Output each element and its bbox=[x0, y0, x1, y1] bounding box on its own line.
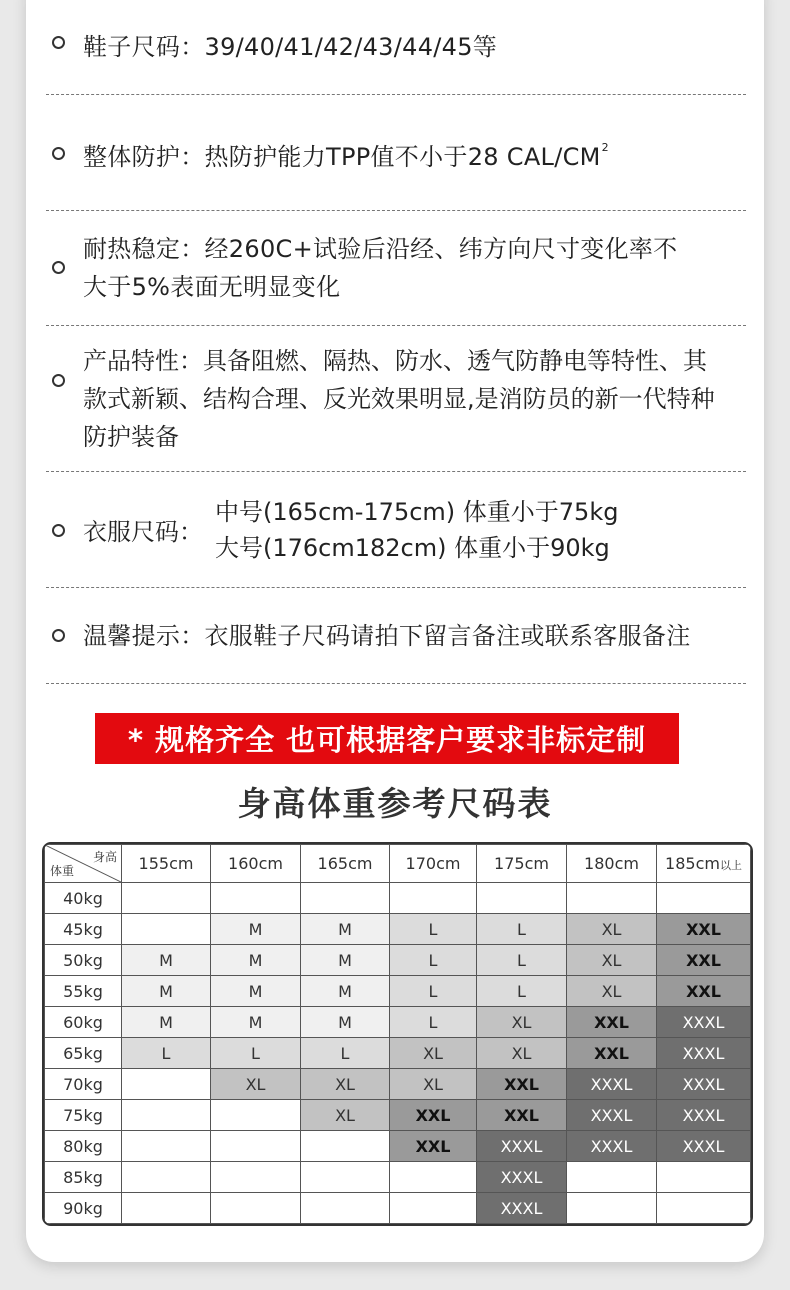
weight-label: 50kg bbox=[45, 945, 122, 976]
size-cell bbox=[567, 1193, 657, 1224]
size-cell: XXL bbox=[657, 976, 751, 1007]
custom-order-banner: * 规格齐全 也可根据客户要求非标定制 bbox=[95, 713, 679, 764]
size-cell bbox=[567, 1162, 657, 1193]
size-cell bbox=[301, 1131, 390, 1162]
size-cell bbox=[122, 1193, 211, 1224]
height-header bbox=[477, 845, 567, 883]
corner-height-label: 身高 bbox=[92, 850, 117, 864]
size-cell: L bbox=[301, 1038, 390, 1069]
size-cell bbox=[122, 1162, 211, 1193]
size-cell: M bbox=[301, 945, 390, 976]
spec-row-protection bbox=[46, 95, 746, 211]
size-cell: XXL bbox=[567, 1038, 657, 1069]
weight-label: 45kg bbox=[45, 914, 122, 945]
size-cell: XL bbox=[211, 1069, 301, 1100]
spec-row-heat bbox=[46, 211, 746, 326]
height-header bbox=[657, 845, 751, 883]
size-cell bbox=[122, 1069, 211, 1100]
weight-label: 90kg bbox=[45, 1193, 122, 1224]
size-cell bbox=[301, 1193, 390, 1224]
size-cell bbox=[211, 1193, 301, 1224]
size-cell: XL bbox=[390, 1038, 477, 1069]
size-cell: XL bbox=[301, 1100, 390, 1131]
size-cell: M bbox=[122, 976, 211, 1007]
size-cell: XXXL bbox=[657, 1038, 751, 1069]
size-cell: L bbox=[477, 914, 567, 945]
table-row bbox=[45, 1131, 751, 1162]
size-cell bbox=[390, 883, 477, 914]
table-row bbox=[45, 1100, 751, 1131]
size-cell: XXL bbox=[657, 914, 751, 945]
feature-line-1: 产品特性：具备阻燃、隔热、防水、透气防静电等特性、其 bbox=[83, 346, 707, 375]
size-cell: XXXL bbox=[657, 1069, 751, 1100]
size-cell: XXXL bbox=[657, 1100, 751, 1131]
size-cell: L bbox=[211, 1038, 301, 1069]
size-cell: L bbox=[390, 914, 477, 945]
spec-list bbox=[46, 0, 746, 684]
size-cell bbox=[122, 914, 211, 945]
spec-shoe-text: 鞋子尺码：39/40/41/42/43/44/45等 bbox=[83, 33, 498, 61]
size-cell bbox=[657, 1162, 751, 1193]
table-corner-cell bbox=[45, 845, 122, 883]
size-cell bbox=[122, 1100, 211, 1131]
height-label: 170cm bbox=[405, 854, 461, 873]
size-cell bbox=[657, 1193, 751, 1224]
weight-label: 85kg bbox=[45, 1162, 122, 1193]
heat-line-2: 大于5%表面无明显变化 bbox=[83, 273, 341, 301]
size-table-body bbox=[45, 883, 751, 1224]
size-cell: XL bbox=[301, 1069, 390, 1100]
size-cell: XXXL bbox=[567, 1100, 657, 1131]
size-cell: XXXL bbox=[477, 1193, 567, 1224]
heat-line-1: 耐热稳定：经260C+试验后沿经、纬方向尺寸变化率不 bbox=[83, 235, 678, 263]
table-row bbox=[45, 1038, 751, 1069]
size-cell: XXL bbox=[567, 1007, 657, 1038]
size-cell bbox=[301, 1162, 390, 1193]
weight-label: 75kg bbox=[45, 1100, 122, 1131]
size-cell: XXL bbox=[477, 1069, 567, 1100]
size-cell: XXL bbox=[390, 1131, 477, 1162]
height-header bbox=[211, 845, 301, 883]
spec-tip-text: 温馨提示：衣服鞋子尺码请拍下留言备注或联系客服备注 bbox=[83, 621, 691, 650]
weight-label: 55kg bbox=[45, 976, 122, 1007]
size-cell: M bbox=[211, 945, 301, 976]
size-cell bbox=[390, 1193, 477, 1224]
size-chart-table bbox=[42, 842, 753, 1226]
spec-row-feature bbox=[46, 326, 746, 472]
size-cell: XL bbox=[477, 1038, 567, 1069]
size-cell: M bbox=[211, 1007, 301, 1038]
size-cell: M bbox=[301, 976, 390, 1007]
size-cell: M bbox=[122, 945, 211, 976]
height-label: 165cm bbox=[317, 854, 373, 873]
height-header bbox=[390, 845, 477, 883]
size-cell bbox=[657, 883, 751, 914]
clothing-size-block bbox=[83, 494, 618, 566]
feature-line-2: 款式新颖、结构合理、反光效果明显,是消防员的新一代特种 bbox=[83, 384, 715, 413]
size-cell: XXL bbox=[390, 1100, 477, 1131]
spec-feature-text bbox=[83, 342, 715, 456]
spec-heat-text bbox=[83, 230, 677, 306]
size-cell: XXXL bbox=[567, 1131, 657, 1162]
height-header bbox=[567, 845, 657, 883]
circle-bullet-icon bbox=[52, 629, 65, 642]
circle-bullet-icon bbox=[52, 147, 65, 160]
size-cell: M bbox=[122, 1007, 211, 1038]
table-row bbox=[45, 945, 751, 976]
size-cell: XXL bbox=[657, 945, 751, 976]
height-label: 175cm bbox=[494, 854, 549, 873]
weight-label: 40kg bbox=[45, 883, 122, 914]
size-cell: L bbox=[390, 1007, 477, 1038]
size-chart-title: 身高体重参考尺码表 bbox=[237, 784, 553, 823]
size-cell bbox=[211, 1100, 301, 1131]
height-label: 180cm bbox=[584, 854, 639, 873]
spec-row-clothing bbox=[46, 472, 746, 588]
clothing-line-1: 中号(165cm-175cm) 体重小于75kg bbox=[215, 497, 619, 526]
height-suffix: 以上 bbox=[719, 859, 742, 872]
size-cell: XXXL bbox=[477, 1131, 567, 1162]
size-cell: L bbox=[122, 1038, 211, 1069]
size-cell: XXXL bbox=[657, 1131, 751, 1162]
table-row bbox=[45, 976, 751, 1007]
table-row bbox=[45, 883, 751, 914]
size-cell: L bbox=[390, 976, 477, 1007]
spec-row-shoe bbox=[46, 0, 746, 95]
size-cell: XXXL bbox=[567, 1069, 657, 1100]
size-cell: XL bbox=[567, 976, 657, 1007]
table-row bbox=[45, 914, 751, 945]
table-row bbox=[45, 1162, 751, 1193]
size-cell: M bbox=[301, 914, 390, 945]
weight-label: 70kg bbox=[45, 1069, 122, 1100]
spec-protection-text bbox=[83, 129, 609, 176]
size-cell: XL bbox=[390, 1069, 477, 1100]
protection-superscript: 2 bbox=[601, 141, 609, 154]
size-cell: L bbox=[477, 976, 567, 1007]
weight-label: 65kg bbox=[45, 1038, 122, 1069]
table-row bbox=[45, 1007, 751, 1038]
size-cell bbox=[211, 1162, 301, 1193]
table-row bbox=[45, 1069, 751, 1100]
size-cell bbox=[390, 1162, 477, 1193]
spec-row-tip bbox=[46, 588, 746, 684]
size-cell bbox=[301, 883, 390, 914]
height-header bbox=[301, 845, 390, 883]
height-header bbox=[122, 845, 211, 883]
circle-bullet-icon bbox=[52, 36, 65, 49]
table-header-row bbox=[45, 845, 751, 883]
size-cell bbox=[122, 1131, 211, 1162]
size-cell bbox=[567, 883, 657, 914]
protection-main: 整体防护：热防护能力TPP值不小于28 CAL/CM bbox=[83, 143, 601, 171]
circle-bullet-icon bbox=[52, 524, 65, 537]
height-label: 185cm bbox=[665, 854, 720, 873]
size-cell: M bbox=[211, 914, 301, 945]
size-cell: XL bbox=[567, 914, 657, 945]
weight-label: 60kg bbox=[45, 1007, 122, 1038]
size-cell: XL bbox=[567, 945, 657, 976]
height-label: 160cm bbox=[228, 854, 283, 873]
size-cell bbox=[211, 1131, 301, 1162]
circle-bullet-icon bbox=[52, 261, 65, 274]
size-cell: XXL bbox=[477, 1100, 567, 1131]
corner-weight-label: 体重 bbox=[50, 864, 75, 878]
size-cell bbox=[477, 883, 567, 914]
size-cell: XXXL bbox=[477, 1162, 567, 1193]
size-cell: XXXL bbox=[657, 1007, 751, 1038]
size-cell: M bbox=[301, 1007, 390, 1038]
clothing-lines bbox=[215, 494, 618, 566]
size-cell: L bbox=[390, 945, 477, 976]
weight-label: 80kg bbox=[45, 1131, 122, 1162]
size-cell: M bbox=[211, 976, 301, 1007]
size-cell bbox=[122, 883, 211, 914]
size-cell: XL bbox=[477, 1007, 567, 1038]
feature-line-3: 防护装备 bbox=[83, 422, 179, 451]
circle-bullet-icon bbox=[52, 374, 65, 387]
table-row bbox=[45, 1193, 751, 1224]
clothing-label: 衣服尺码： bbox=[83, 518, 203, 546]
size-cell bbox=[211, 883, 301, 914]
height-label: 155cm bbox=[138, 854, 194, 873]
size-cell: L bbox=[477, 945, 567, 976]
clothing-line-2: 大号(176cm182cm) 体重小于90kg bbox=[215, 533, 610, 562]
